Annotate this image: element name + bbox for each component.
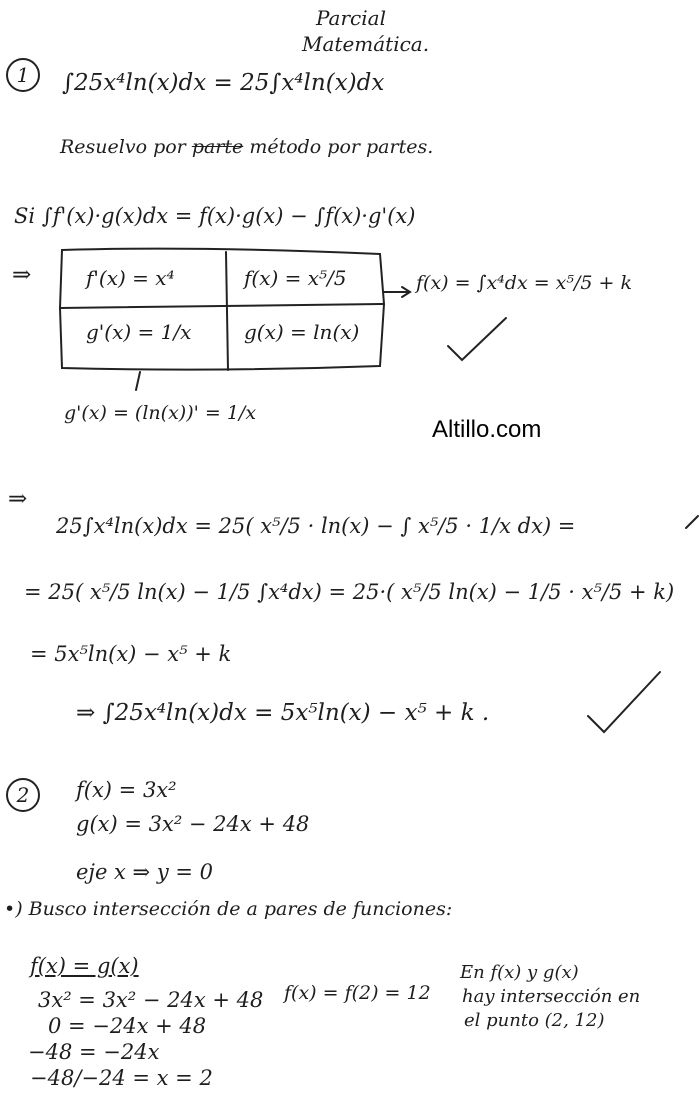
ex1-arrow: ⇒	[12, 262, 32, 288]
header-title: Parcial	[316, 6, 386, 30]
ex2-eq1: 3x² = 3x² − 24x + 48	[38, 988, 264, 1012]
ex1-arrow-2: ⇒	[8, 486, 28, 512]
exercise-2-number: 2	[6, 778, 40, 812]
table-cell-g: g(x) = ln(x)	[244, 320, 360, 344]
ex1-method-prefix: Resuelvo por	[60, 136, 186, 158]
ex1-method-suffix: método por partes.	[249, 136, 434, 158]
ex2-eq3: −48 = −24x	[28, 1040, 160, 1064]
ex1-side-note: f(x) = ∫x⁴dx = x⁵/5 + k	[416, 272, 633, 294]
ex2-note-line2: hay intersección en	[462, 986, 641, 1007]
ex2-eq-header: f(x) = g(x)	[30, 954, 139, 978]
table-cell-f: f(x) = x⁵/5	[244, 266, 347, 290]
ex1-method-struck: parte	[191, 136, 244, 158]
header-subject: Matemática.	[302, 32, 430, 56]
table-cell-fprime: f'(x) = x⁴	[86, 266, 175, 290]
ex1-step1: 25∫x⁴ln(x)dx = 25( x⁵/5 · ln(x) − ∫ x⁵/5 · 1/x dx) =	[56, 514, 576, 538]
ex2-note-line1: En f(x) y g(x)	[460, 962, 579, 983]
ex1-integral: ∫25x⁴ln(x)dx = 25∫x⁴ln(x)dx	[62, 70, 385, 96]
ex2-g: g(x) = 3x² − 24x + 48	[76, 812, 310, 836]
ex2-value: f(x) = f(2) = 12	[284, 982, 431, 1004]
ex2-intersection-title: •) Busco intersección de a pares de funciones:	[4, 898, 453, 920]
ex1-result: ⇒ ∫25x⁴ln(x)dx = 5x⁵ln(x) − x⁵ + k .	[76, 700, 490, 726]
ex1-step3: = 5x⁵ln(x) − x⁵ + k	[30, 642, 232, 666]
ex2-note-line3: el punto (2, 12)	[464, 1010, 605, 1031]
ex1-derivative-note: g'(x) = (ln(x))' = 1/x	[64, 402, 257, 424]
ex2-eq2: 0 = −24x + 48	[48, 1014, 207, 1038]
table-cell-gprime: g'(x) = 1/x	[86, 320, 192, 344]
ex2-eq4: −48/−24 = x = 2	[30, 1066, 213, 1090]
ex1-parts-formula: Si ∫f'(x)·g(x)dx = f(x)·g(x) − ∫f(x)·g'(x)	[14, 204, 416, 228]
ex2-axis: eje x ⇒ y = 0	[76, 860, 214, 884]
ex2-f: f(x) = 3x²	[76, 778, 177, 802]
exercise-1-number: 1	[6, 58, 40, 92]
watermark: Altillo.com	[432, 416, 542, 443]
ex1-step2: = 25( x⁵/5 ln(x) − 1/5 ∫x⁴dx) = 25·( x⁵/5 ln(x) − 1/5 · x⁵/5 + k)	[24, 580, 675, 604]
